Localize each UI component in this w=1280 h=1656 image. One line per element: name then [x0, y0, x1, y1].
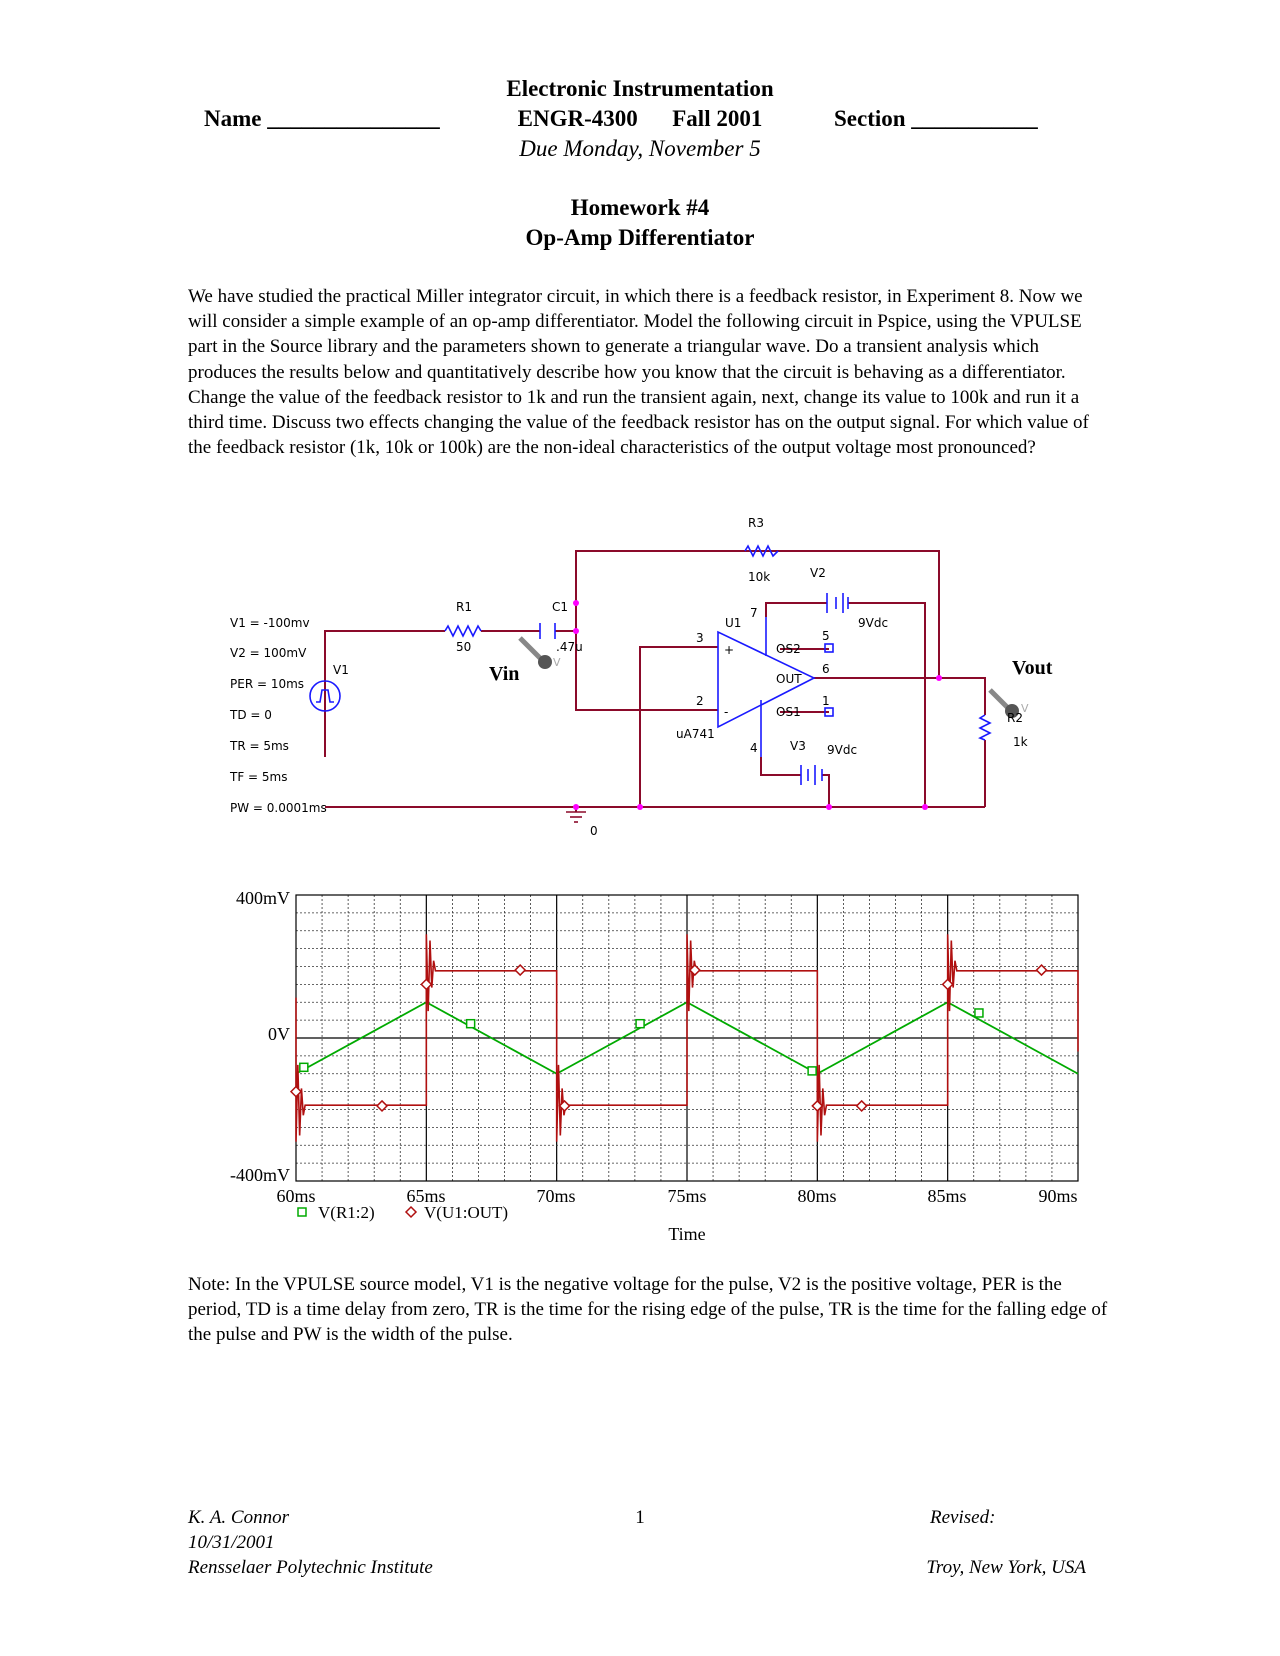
x-tick-label: 70ms [536, 1186, 576, 1206]
pin-os2: OS2 [776, 642, 801, 656]
transient-plot [0, 880, 1280, 1240]
note-paragraph: Note: In the VPULSE source model, V1 is the negative voltage for the pulse, V2 is the positive voltage, PER is the period, TD is a time delay from zero, TR is the time for the rising edge of the pulse, TR is the time for the falling edge of the pulse and PW is the width of the pulse. [188, 1274, 1108, 1345]
x-axis-label: Time [668, 1224, 706, 1240]
pin-7: 7 [750, 606, 758, 620]
r2-name: R2 [1007, 711, 1023, 725]
page-number: 1 [635, 1507, 645, 1528]
x-tick-label: 80ms [797, 1186, 837, 1206]
course-title: Electronic Instrumentation [506, 76, 774, 101]
section-label: Section ___________ [834, 106, 1038, 131]
pin-4: 4 [750, 741, 758, 755]
legend-diamond-icon [406, 1207, 416, 1217]
opamp-minus: - [724, 705, 729, 719]
r3-name: R3 [748, 516, 764, 530]
r2-value: 1k [1013, 735, 1028, 749]
footer-location: Troy, New York, USA [926, 1557, 1086, 1578]
course-line: ENGR-4300 Fall 2001 [517, 106, 763, 131]
v2-value: 9Vdc [858, 616, 889, 630]
legend-series-1: V(R1:2) [318, 1203, 375, 1222]
pin-out: OUT [776, 672, 802, 686]
pin-2: 2 [696, 694, 704, 708]
homework-title: Homework #4 [570, 195, 710, 220]
c1-name: C1 [552, 600, 569, 614]
c1-value: .47u [556, 640, 583, 654]
source-name: V1 [333, 663, 349, 677]
x-tick-label: 65ms [406, 1186, 446, 1206]
homework-subtitle: Op-Amp Differentiator [525, 225, 755, 250]
series-vin-marker [300, 1063, 308, 1071]
ground-label: 0 [590, 824, 598, 838]
pin-5: 5 [822, 629, 830, 643]
footer-institution: Rensselaer Polytechnic Institute [188, 1557, 433, 1578]
footer-left [188, 1505, 433, 1580]
source-param: V1 = -100mv [230, 616, 310, 630]
r1-value: 50 [456, 640, 472, 654]
legend-series-2: V(U1:OUT) [424, 1203, 509, 1222]
pin-1: 1 [822, 694, 830, 708]
circuit-nodes [573, 600, 942, 810]
x-tick-label: 75ms [667, 1186, 707, 1206]
r3-value: 10k [748, 570, 771, 584]
series-vin-marker [975, 1009, 983, 1017]
r1-symbol [445, 626, 481, 636]
y-tick-label: -400mV [230, 1165, 290, 1185]
series-vin-marker [808, 1067, 816, 1075]
x-tick-label: 60ms [276, 1186, 316, 1206]
legend-square-icon [298, 1208, 306, 1216]
vout-label: Vout [1012, 657, 1053, 679]
name-label: Name _______________ [204, 106, 440, 131]
source-param: TR = 5ms [230, 739, 289, 753]
series-vout-marker [291, 1087, 301, 1097]
opamp-name: U1 [725, 616, 742, 630]
v3-name: V3 [790, 739, 806, 753]
r2-symbol [980, 715, 990, 740]
footer-right [820, 1505, 1086, 1580]
source-param: PW = 0.0001ms [230, 801, 327, 815]
series-vout-marker [421, 979, 431, 989]
opamp-part: uA741 [676, 727, 715, 741]
source-param: PER = 10ms [230, 677, 305, 691]
y-tick-label: 400mV [236, 888, 290, 908]
x-tick-label: 85ms [927, 1186, 967, 1206]
source-param: TD = 0 [230, 708, 272, 722]
r1-name: R1 [456, 600, 472, 614]
vin-probe-icon [520, 638, 552, 669]
circuit-wires [325, 551, 985, 812]
vin-probe-marker: V [553, 656, 561, 669]
source-param: V2 = 100mV [230, 646, 307, 660]
due-date: Due Monday, November 5 [519, 136, 761, 161]
series-vout-marker [943, 979, 953, 989]
y-tick-label: 0V [268, 1024, 290, 1044]
v3-value: 9Vdc [827, 743, 858, 757]
circuit-schematic [0, 500, 1280, 840]
footer-date: 10/31/2001 [188, 1532, 275, 1553]
series-vin-marker [467, 1020, 475, 1028]
source-param: TF = 5ms [230, 770, 288, 784]
series-vin-marker [636, 1020, 644, 1028]
intro-paragraph: We have studied the practical Miller integrator circuit, in which there is a feedback resistor, in Experiment 8. Now we will consider a simple example of an op-amp differentiator. Model the following circuit in Pspice, using the VPULSE part in the Source library and the parameters shown to generate a triangular wave. Do a transient analysis which produces the results below and quantitatively describe how you know that the circuit is behaving as a differentiator. Change the value of the feedback resistor to 1k and run the transient again, next, change its value to 100k and run it a third time. Discuss two effects changing the value of the feedback resistor has on the output signal. For which value of the feedback resistor (1k, 10k or 100k) are the non-ideal characteristics of the output voltage most pronounced? [188, 286, 1089, 459]
pin-6: 6 [822, 662, 830, 676]
x-tick-label: 90ms [1038, 1186, 1078, 1206]
ground-symbol [566, 812, 586, 822]
vout-probe-marker: V [1021, 702, 1029, 715]
footer-author: K. A. Connor [188, 1507, 290, 1528]
pin-3: 3 [696, 631, 704, 645]
opamp-plus: + [724, 643, 735, 657]
pin-os1: OS1 [776, 705, 801, 719]
v2-name: V2 [810, 566, 826, 580]
footer-revised: Revised: [930, 1507, 996, 1528]
vin-label: Vin [489, 663, 520, 685]
